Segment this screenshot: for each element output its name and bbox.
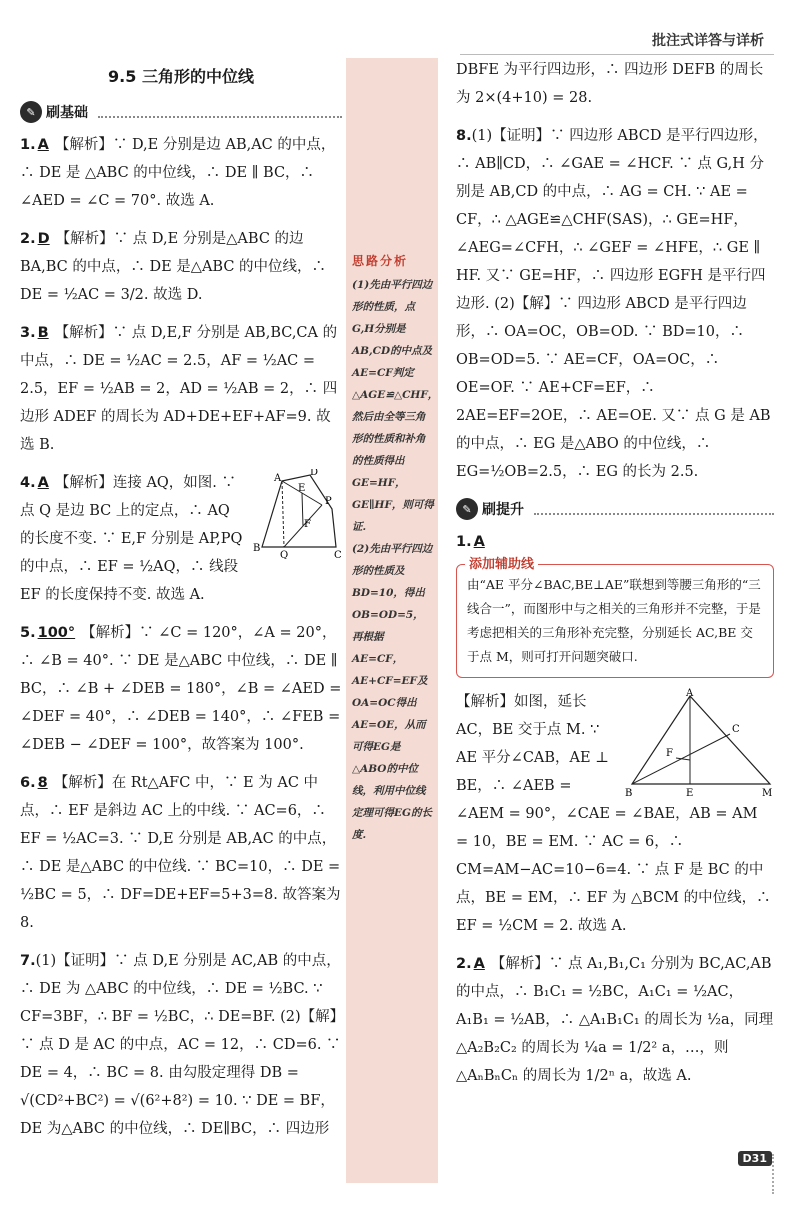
fig-label: M: [762, 788, 773, 799]
margin-note: [352, 250, 439, 846]
question-number: 1.: [456, 534, 472, 550]
question-number: 4.: [20, 475, 36, 491]
question-number: 7.: [20, 953, 36, 969]
page-number: D31: [738, 1151, 772, 1166]
fig-label: F: [304, 519, 311, 530]
question-solution: 【解析】如图，延长 AC，BE 交于点 M. ∵ AE 平分∠CAB，AE ⊥ BE，∴ ∠AEB = ∠AEM = 90°，∠CAE = ∠BAE，AB = AM = 10，BE = EM. ∵ AC = 6，∴ CM=AM−AC=10−6=4. ∵ 点 F 是 BC 的中点，BE = EM，∴ EF 为 △BCM 的中位线，∴ EF = ½CM = 2. 故选 A.: [456, 694, 771, 934]
basic-badge-label: 刷基础: [46, 105, 88, 121]
fig-label: E: [686, 788, 694, 799]
question-solution: (1)【证明】∵ 点 D,E 分别是 AC,AB 的中点，∴ DE 为 △ABC 的中位线，∴ DE = ½BC. ∵ CF=3BF，∴ BF = ½BC，∴ DE=BF. (2)【解】∵ 点 D 是 AC 的中点，AC = 12，∴ CD=6. ∵ DE = 4，∴ BC = 8. 由勾股定理得 DB = √(CD²+BC²) = √(6²+8²) = 10. ∵ DE = BF，DE 为△ABC 的中位线，∴ DE∥BC，∴ 四边形: [20, 953, 341, 1137]
fig-label: P: [325, 496, 332, 507]
header-divider: [460, 54, 774, 55]
figure-triangle: [624, 688, 774, 800]
answer-letter: A: [473, 534, 485, 550]
header-title: 批注式详答与详析: [652, 33, 764, 49]
hint-title: 添加辅助线: [465, 553, 538, 577]
advanced-badge: [456, 498, 774, 520]
question-number: 1.: [20, 137, 36, 153]
right-column: [456, 56, 774, 1100]
question-item: [20, 319, 342, 459]
question-number: 8.: [456, 128, 472, 144]
question-item: [456, 528, 774, 556]
pencil-icon: ✎: [456, 498, 478, 520]
question-item: [456, 950, 774, 1090]
margin-note-title: 思路分析: [352, 254, 409, 268]
question-solution: DBFE 为平行四边形，∴ 四边形 DEFB 的周长为 2×(4+10) = 28.: [456, 62, 764, 106]
hint-text: 由“AE 平分∠BAC,BE⊥AE”联想到等腰三角形的“三线合一”，而图形中与之相关的三角形并不完整，于是考虑把相关的三角形补充完整，分别延长 AC,BE 交于点 M，则可打开问题突破口.: [467, 577, 761, 664]
question-item: [20, 469, 342, 609]
question-item: [20, 619, 342, 759]
question-continuation: [456, 56, 774, 112]
basic-badge: [20, 101, 342, 123]
corner-decoration: [772, 1154, 800, 1194]
question-number: 2.: [20, 231, 36, 247]
question-number: 2.: [456, 956, 472, 972]
fig-label: E: [298, 483, 306, 494]
question-solution: 【解析】∵ D,E 分别是边 AB,AC 的中点，∴ DE 是 △ABC 的中位线，∴ DE ∥ BC，∴ ∠AED = ∠C = 70°. 故选 A.: [20, 137, 336, 209]
answer-letter: A: [473, 956, 485, 972]
answer-letter: 8: [37, 775, 48, 791]
question-item: [20, 769, 342, 937]
answer-letter: 100°: [37, 625, 76, 641]
figure-quadrilateral: [252, 469, 342, 559]
question-number: 6.: [20, 775, 36, 791]
fig-label: A: [686, 688, 694, 699]
question-item: [20, 947, 342, 1143]
left-column: [20, 56, 342, 1153]
question-solution: 【解析】∵ 点 D,E,F 分别是 AB,BC,CA 的中点，∴ DE = ½AC = 2.5，AF = ½AC = 2.5，EF = ½AB = 2，AD = ½AB = 2，∴ 四边形 ADEF 的周长为 AD+DE+EF+AF=9. 故选 B.: [20, 325, 338, 453]
answer-letter: B: [37, 325, 49, 341]
question-solution: (1)【证明】∵ 四边形 ABCD 是平行四边形，∴ AB∥CD，∴ ∠GAE = ∠HCF. ∵ 点 G,H 分别是 AB,CD 的中点，∴ AG = CH. ∵ AE = CF，∴ △AGE≌△CHF(SAS)，∴ GE=HF，∠AEG=∠CFH，∴ ∠GEF = ∠HFE，∴ GE ∥ HF. 又∵ GE=HF，∴ 四边形 EGFH 是平行四边形. (2)【解】∵ 四边形 ABCD 是平行四边形，∴ OA=OC，OB=OD. ∵ BD=10，∴ OB=OD=5. ∵ AE=CF，OA=OC，∴ OE=OF. ∵ AE+CF=EF，∴ 2AE=EF=2OE，∴ AE=OE. 又∵ 点 G 是 AB 的中点，∴ EG 是△ABO 的中位线，∴ EG=½OB=2.5，∴ EG 的长为 2.5.: [456, 128, 771, 480]
fig-label: Q: [280, 550, 289, 559]
question-solution-block: [456, 688, 774, 940]
fig-label: F: [666, 748, 673, 759]
answer-letter: D: [37, 231, 50, 247]
fig-label: D: [310, 469, 319, 478]
advanced-badge-label: 刷提升: [482, 502, 524, 518]
fig-label: C: [732, 724, 740, 735]
question-item: [20, 225, 342, 309]
question-solution: 【解析】连接 AQ，如图. ∵ 点 Q 是边 BC 上的定点，∴ AQ 的长度不变. ∵ E,F 分别是 AP,PQ 的中点，∴ EF = ½AQ，∴ 线段 EF 的长度保持不变. 故选 A.: [20, 475, 243, 603]
dotted-divider: [534, 503, 774, 515]
question-solution: 【解析】∵ 点 D,E 分别是△ABC 的边 BA,BC 的中点，∴ DE 是△ABC 的中位线，∴ DE = ½AC = 3/2. 故选 D.: [20, 231, 327, 303]
hint-box: [456, 557, 774, 678]
question-solution: 【解析】∵ ∠C = 120°，∠A = 20°，∴ ∠B = 40°. ∵ DE 是△ABC 中位线，∴ DE ∥ BC，∴ ∠B + ∠DEB = 180°，∠B = ∠AED = ∠DEF = 40°，∴ ∠DEB = 140°，∴ ∠FEB = ∠DEB − ∠DEF = 100°，故答案为 100°.: [20, 625, 342, 753]
question-number: 5.: [20, 625, 36, 641]
section-title: 9.5 三角形的中位线: [108, 67, 254, 86]
question-item: [20, 131, 342, 215]
answer-letter: A: [37, 137, 49, 153]
question-solution: 【解析】在 Rt△AFC 中，∵ E 为 AC 中点，∴ EF 是斜边 AC 上的中线. ∵ AC=6，∴ EF = ½AC=3. ∵ D,E 分别是 AB,AC 的中点，∴ DE 是△ABC 的中位线. ∵ BC=10，∴ DE = ½BC = 5，∴ DF=DE+EF=5+3=8. 故答案为 8.: [20, 775, 341, 931]
question-number: 3.: [20, 325, 36, 341]
question-item: [456, 122, 774, 486]
margin-note-line: (2)先由平行四边形的性质及BD=10，得出OB=OD=5，再根据AE=CF，AE+CF=EF及OA=OC得出AE=OE，从而可得EG是△ABO的中位线，利用中位线定理可得EG的长度.: [352, 543, 433, 841]
margin-note-line: (1)先由平行四边形的性质，点G,H分别是AB,CD的中点及AE=CF判定△AGE≌△CHF，然后由全等三角形的性质和补角的性质得出GE=HF，GE∥HF，则可得证.: [352, 279, 439, 533]
fig-label: B: [625, 788, 633, 799]
fig-label: C: [334, 550, 342, 559]
fig-label: B: [253, 543, 261, 554]
pencil-icon: ✎: [20, 101, 42, 123]
answer-letter: A: [37, 475, 49, 491]
question-solution: 【解析】∵ 点 A₁,B₁,C₁ 分别为 BC,AC,AB 的中点，∴ B₁C₁ = ½BC，A₁C₁ = ½AC，A₁B₁ = ½AB，∴ △A₁B₁C₁ 的周长为 ½a，同理△A₂B₂C₂ 的周长为 ¼a = 1/2² a，…，则△AₙBₙCₙ 的周长为 1/2ⁿ a，故选 A.: [456, 956, 774, 1084]
fig-label: A: [274, 473, 282, 484]
dotted-divider: [98, 106, 342, 118]
